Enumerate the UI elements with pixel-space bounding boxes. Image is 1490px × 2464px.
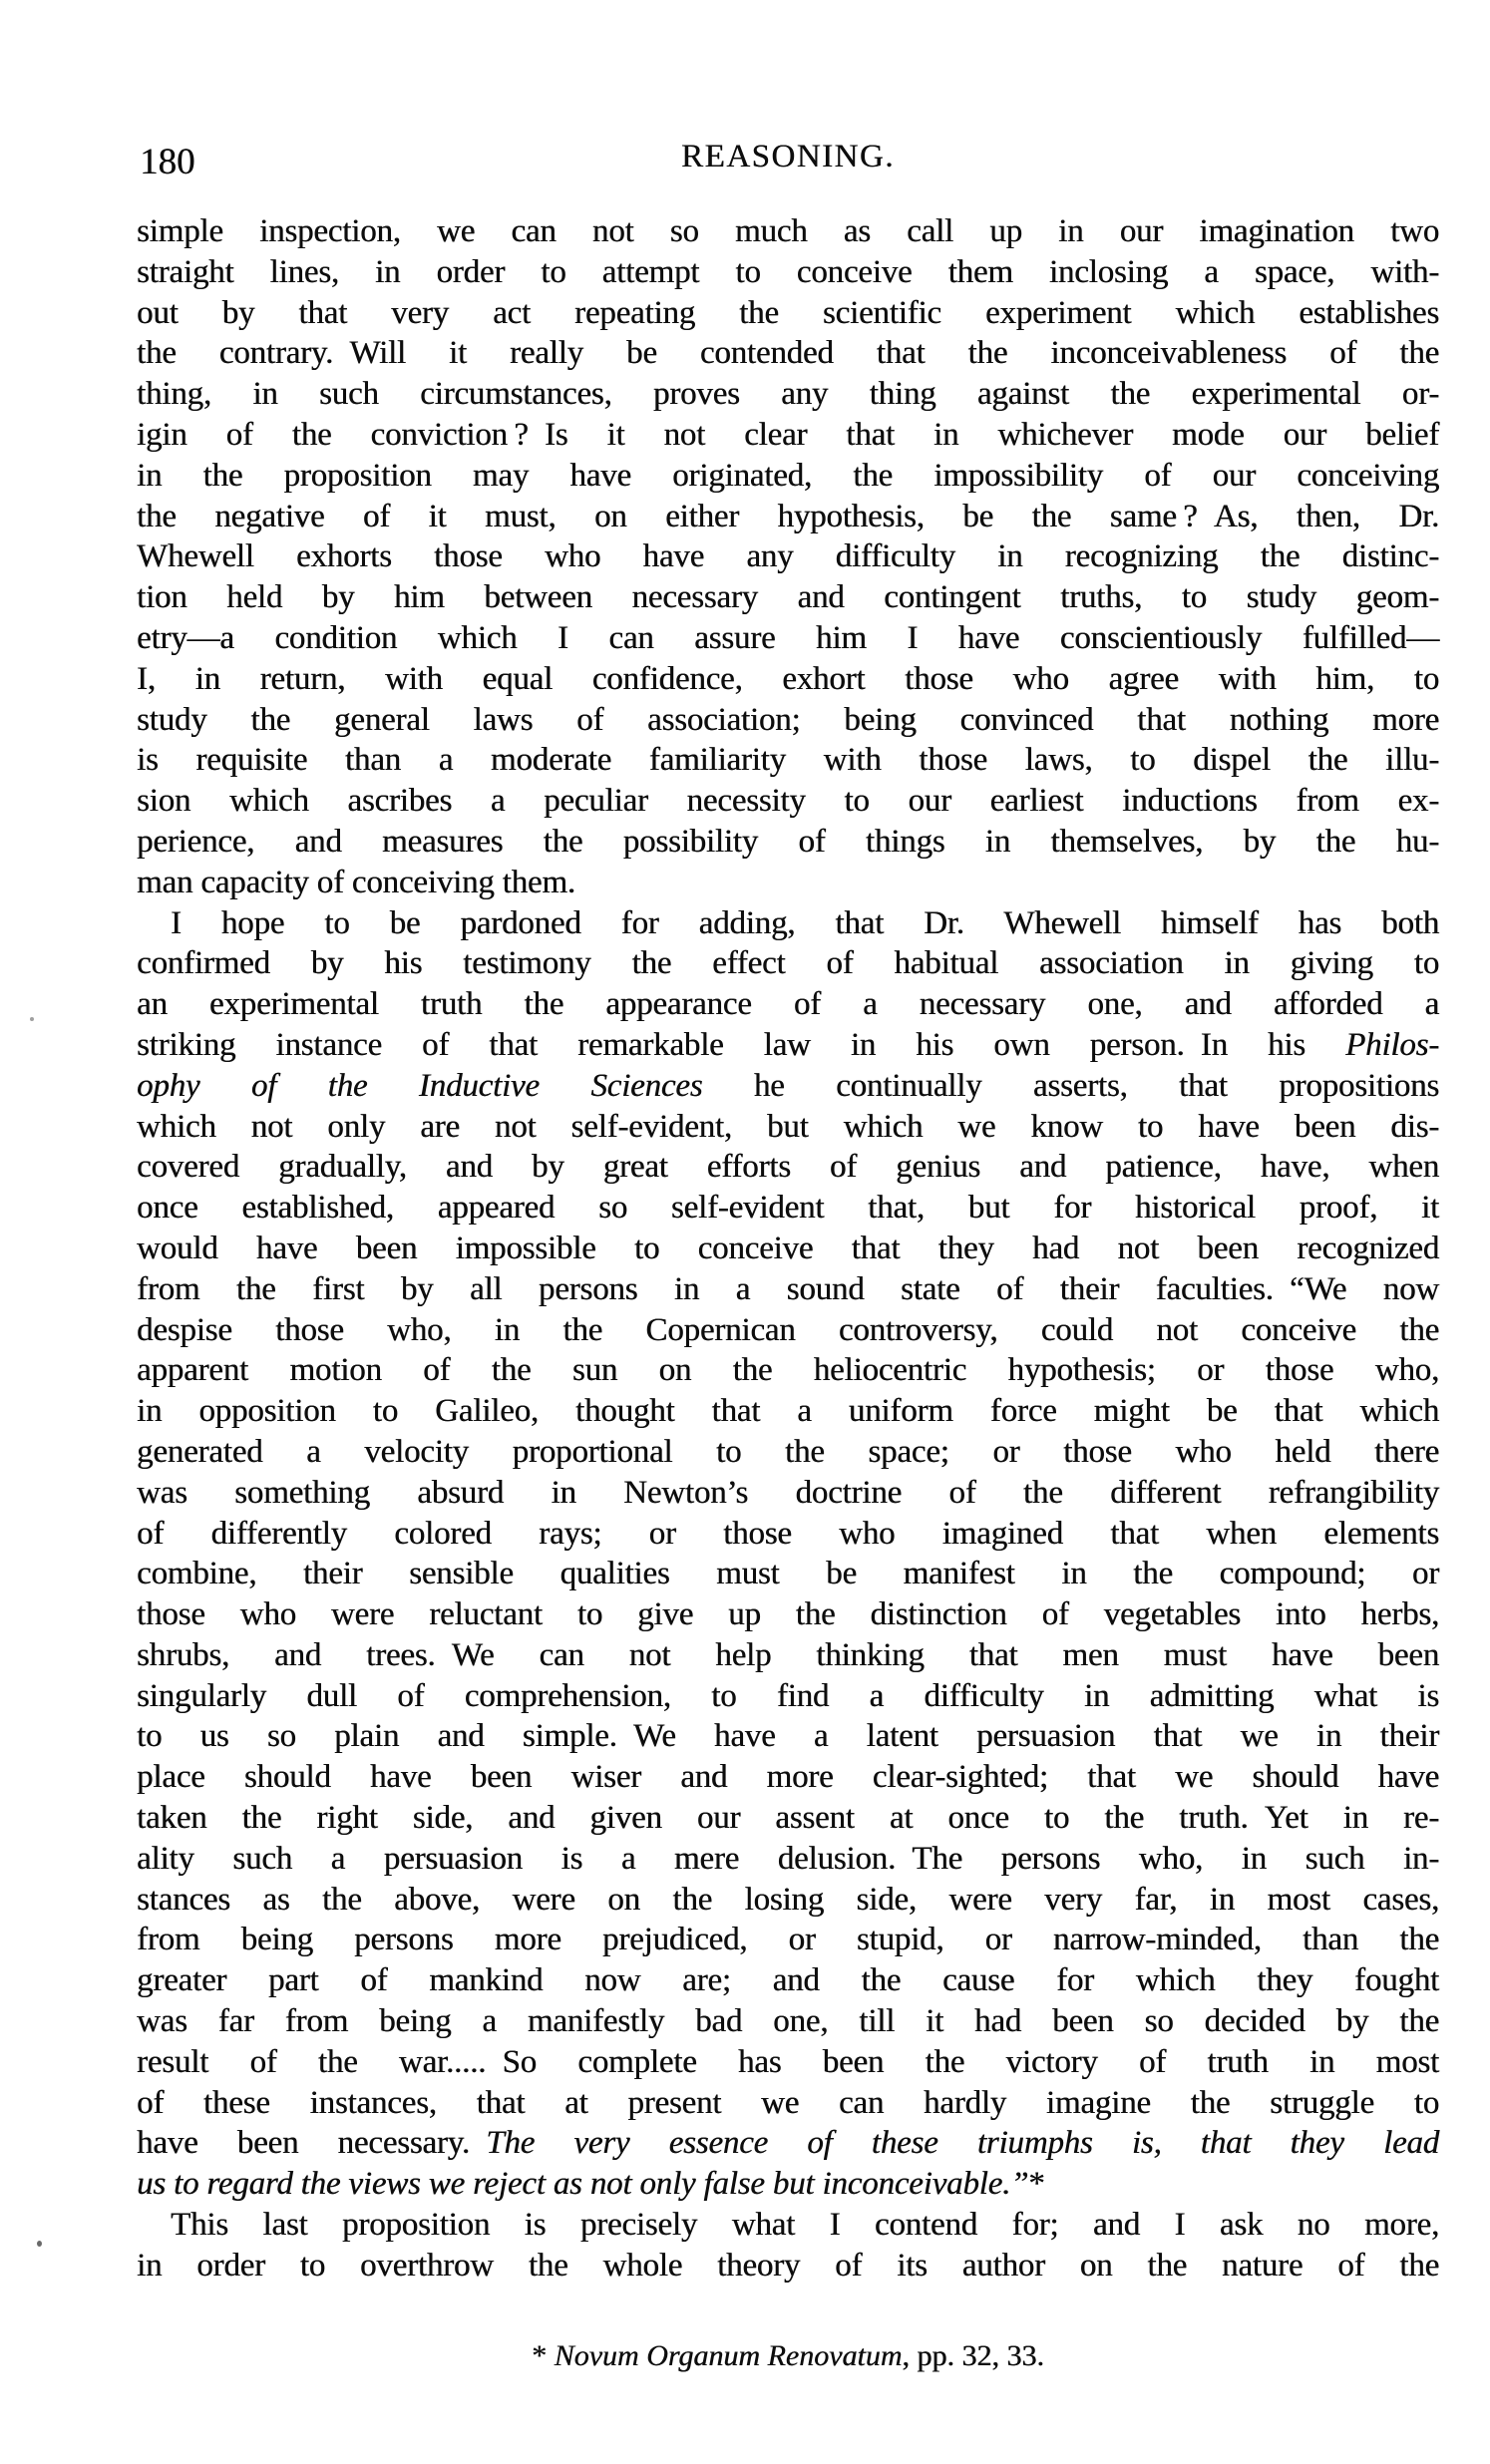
text-run: to us so plain and simple. We have a latent persuasion that we in their [137,1718,1439,1755]
text-line [137,2205,1439,2246]
text-run: in the proposition may have originated, the impossibility of our conceiving [137,457,1439,494]
text-line [137,2001,1439,2042]
text-run: is requisite than a moderate familiarity with those laws, to dispel the illu- [137,742,1439,779]
text-line [137,984,1439,1025]
text-run: once established, appeared so self-evident that, but for historical proof, it [137,1190,1439,1227]
text-line [137,456,1439,497]
text-run: straight lines, in order to attempt to conceive them inclosing a space, with- [137,253,1439,290]
text-run: ality such a persuasion is a mere delusion. The persons who, in such in- [137,1840,1439,1877]
text-line [137,293,1439,334]
text-run: combine, their sensible qualities must be manifest in the compound; or [137,1556,1439,1592]
text-line [137,1839,1439,1880]
text-line [137,1229,1439,1269]
text-run: I, in return, with equal confidence, exhort those who agree with him, to [137,660,1439,697]
text-run: he continually asserts, that propositions [702,1067,1440,1104]
text-line [137,1473,1439,1514]
italic-text-run: us to regard the views we reject as not only false but inconceivable.” [137,2166,1029,2203]
text-line [137,1066,1439,1107]
text-run: an experimental truth the appearance of a necessary one, and afforded a [137,986,1439,1023]
running-header: REASONING. [681,139,895,175]
text-line [137,1391,1439,1432]
text-line [137,1025,1439,1066]
text-line [137,1188,1439,1229]
text-line [137,1269,1439,1310]
text-line [137,2083,1439,2124]
text-run: sion which ascribes a peculiar necessity to our earliest inductions from ex- [137,783,1439,820]
text-line [137,211,1439,252]
text-line [137,2246,1439,2287]
text-run: shrubs, and trees. We can not help thinking that men must have been [137,1636,1439,1673]
text-run: stances as the above, were on the losing side, were very far, in most cases, [137,1881,1439,1918]
footnote [137,2338,1439,2374]
text-run: from the first by all persons in a sound state of their faculties. “We now [137,1270,1439,1307]
text-run: covered gradually, and by great efforts of genius and patience, have, when [137,1149,1439,1186]
text-run: thing, in such circumstances, proves any thing against the experimental or- [137,376,1439,413]
text-run: from being persons more prejudiced, or stupid, or narrow-minded, than the [137,1922,1439,1958]
text-line [137,1432,1439,1473]
text-run: Whewell exhorts those who have any difficulty in recognizing the distinc- [137,538,1439,575]
text-line [137,1107,1439,1148]
text-line [137,1716,1439,1757]
text-run: singularly dull of comprehension, to find a difficulty in admitting what is [137,1677,1439,1714]
text-run: out by that very act repeating the scientific experiment which establishes [137,294,1439,331]
text-run: despise those who, in the Copernican controversy, could not conceive the [137,1311,1439,1348]
text-run: place should have been wiser and more clear-sighted; that we should have [137,1759,1439,1796]
text-run: greater part of mankind now are; and the cause for which they fought [137,1962,1439,1999]
text-line [137,1798,1439,1839]
text-line [137,781,1439,822]
text-run: study the general laws of association; being convinced that nothing more [137,701,1439,738]
text-run: of these instances, that at present we can hardly imagine the struggle to [137,2084,1439,2121]
text-run: have been necessary. [137,2125,487,2162]
text-run: which not only are not self-evident, but which we know to have been dis- [137,1108,1439,1145]
text-line [137,1880,1439,1921]
text-line [137,1960,1439,2001]
text-run: the contrary. Will it really be contended that the inconceivableness of the [137,335,1439,372]
text-run: igin of the conviction ? Is it not clear that in whichever mode our belief [137,416,1439,453]
text-line [137,2164,1439,2205]
text-run: * [532,2339,555,2372]
text-run: etry—a condition which I can assure him I have conscientiously fulfilled— [137,619,1439,656]
text-run: * [1028,2166,1045,2203]
text-run: of differently colored rays; or those who imagined that when elements [137,1515,1439,1552]
text-line [137,1920,1439,1960]
text-line [137,497,1439,537]
text-line [137,740,1439,781]
text-run: This last proposition is precisely what I contend for; and I ask no more, [171,2207,1439,2244]
text-line [137,903,1439,944]
text-line [137,2042,1439,2083]
text-run: , pp. 32, 33. [902,2339,1044,2372]
text-line [137,1310,1439,1351]
text-run: I hope to be pardoned for adding, that Dr. Whewell himself has both [171,904,1439,941]
text-line [137,536,1439,577]
text-run: those who were reluctant to give up the distinction of vegetables into herbs, [137,1596,1439,1633]
text-run: tion held by him between necessary and contingent truths, to study geom- [137,579,1439,616]
text-run: striking instance of that remarkable law in his own person. In his [137,1026,1346,1063]
text-line [137,374,1439,415]
text-line [137,1757,1439,1798]
text-run: would have been impossible to conceive that they had not been recognized [137,1230,1439,1266]
text-line [137,822,1439,863]
text-run: taken the right side, and given our assent at once to the truth. Yet in re- [137,1800,1439,1837]
text-line [137,659,1439,700]
text-block [137,211,1439,2287]
text-run: in order to overthrow the whole theory of its author on the nature of the [137,2247,1439,2284]
text-line [137,1635,1439,1676]
text-run: man capacity of conceiving them. [137,864,575,900]
text-line [137,1514,1439,1555]
text-line [137,333,1439,374]
text-line [137,1594,1439,1635]
italic-text-run: ophy of the Inductive Sciences [137,1067,703,1104]
text-run: apparent motion of the sun on the heliocentric hypothesis; or those who, [137,1352,1439,1389]
text-line [137,577,1439,618]
scan-speck [30,1017,34,1021]
text-line [137,2123,1439,2164]
text-line [137,252,1439,293]
text-line [137,700,1439,741]
text-line [137,863,1439,903]
italic-text-run: The very essence of these triumphs is, that they lead [486,2125,1439,2162]
text-run: perience, and measures the possibility of things in themselves, by the hu- [137,823,1439,860]
text-line [137,1676,1439,1717]
text-run: generated a velocity proportional to the space; or those who held there [137,1433,1439,1470]
text-line [137,943,1439,984]
text-run: in opposition to Galileo, thought that a uniform force might be that which [137,1393,1439,1430]
italic-text-run: Philos- [1345,1026,1439,1063]
text-run: the negative of it must, on either hypothesis, be the same ? As, then, Dr. [137,498,1439,534]
scan-speck [37,2241,42,2247]
text-line [137,618,1439,659]
text-run: was something absurd in Newton’s doctrine of the different refrangibility [137,1474,1439,1511]
text-line [137,1147,1439,1188]
text-line [137,1350,1439,1391]
italic-text-run: Novum Organum Renovatum [554,2339,903,2372]
text-run: confirmed by his testimony the effect of habitual association in giving to [137,945,1439,982]
text-run: was far from being a manifestly bad one, till it had been so decided by the [137,2003,1439,2040]
text-run: result of the war..... So complete has been the victory of truth in most [137,2043,1439,2080]
page-number: 180 [140,142,195,182]
text-line [137,1554,1439,1594]
text-run: simple inspection, we can not so much as call up in our imagination two [137,213,1439,249]
text-line [137,415,1439,456]
